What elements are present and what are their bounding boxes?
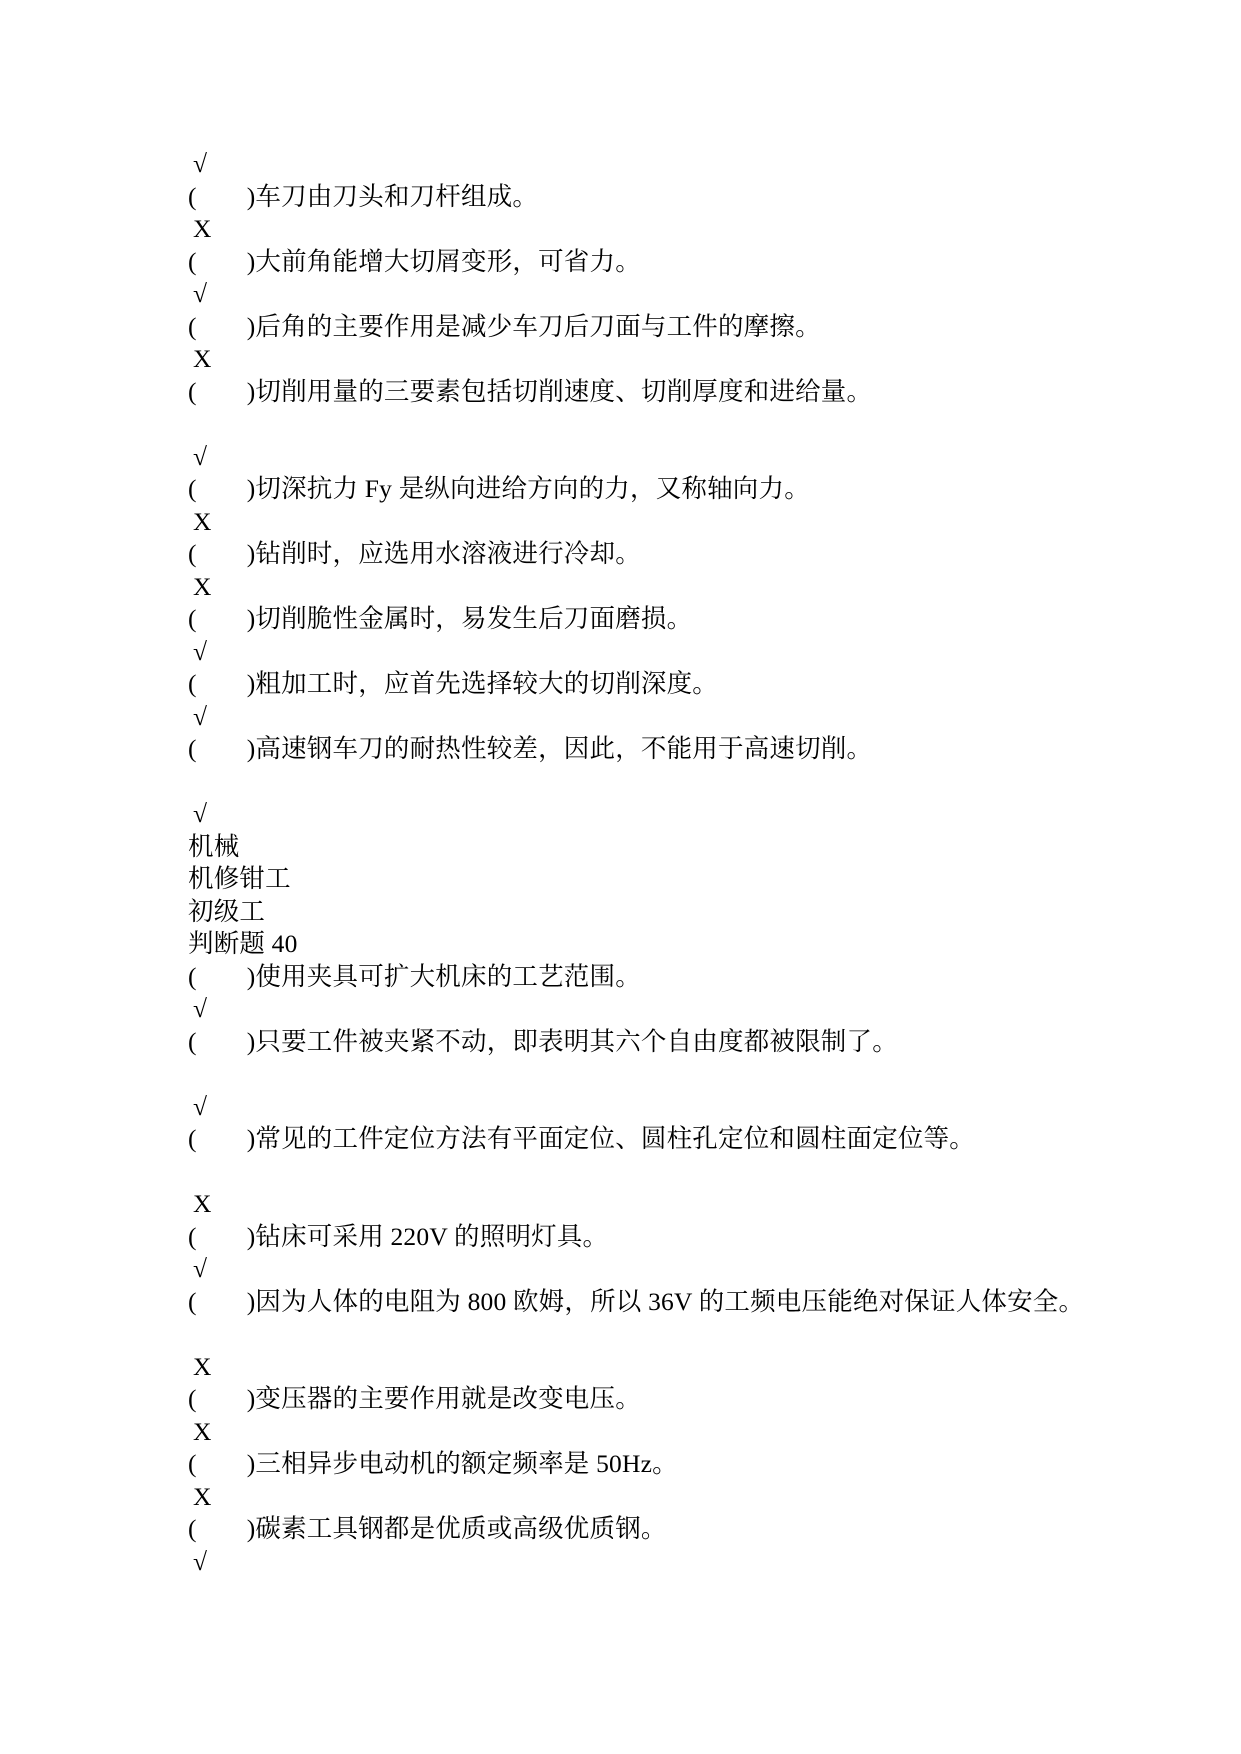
paren-close: )	[246, 376, 256, 406]
answer-mark-line: √	[193, 1091, 208, 1121]
blank-line	[188, 1156, 1198, 1189]
paren-close: )	[246, 604, 256, 633]
paren-close: )	[246, 1514, 256, 1543]
paren-open: (	[188, 604, 197, 633]
answer-mark-line: √	[193, 799, 208, 828]
answer-mark-line: √	[193, 149, 208, 178]
paren-open: (	[188, 246, 197, 276]
answer-mark-line: √	[193, 1254, 208, 1283]
question-text: 切深抗力 Fy 是纵向进给方向的力，又称轴向力。	[255, 474, 810, 503]
question-text: 后角的主要作用是减少车刀后刀面与工件的摩擦。	[255, 311, 821, 341]
blank-line	[188, 766, 1198, 799]
question-line	[188, 1383, 1198, 1416]
question-text: 高速钢车刀的耐热性较差，因此，不能用于高速切削。	[255, 734, 873, 763]
paren-open: (	[188, 539, 197, 568]
question-text: 使用夹具可扩大机床的工艺范围。	[255, 961, 641, 991]
question-line	[188, 473, 1198, 506]
answer-mark-line: X	[193, 1189, 212, 1218]
question-line	[188, 668, 1198, 701]
paren-open: (	[188, 1514, 197, 1543]
question-text: 常见的工件定位方法有平面定位、圆柱孔定位和圆柱面定位等。	[255, 1124, 976, 1153]
question-text: 钻床可采用 220V 的照明灯具。	[255, 1221, 609, 1251]
answer-mark-line: √	[193, 994, 208, 1023]
question-text: 车刀由刀头和刀杆组成。	[255, 181, 539, 211]
question-line	[188, 538, 1198, 571]
question-line	[188, 733, 1198, 766]
paren-close: )	[246, 311, 256, 341]
question-text: 三相异步电动机的额定频率是 50Hz。	[255, 1449, 678, 1478]
paren-close: )	[246, 1384, 256, 1413]
paren-open: (	[188, 311, 197, 341]
question-line	[188, 603, 1198, 636]
paren-close: )	[246, 1124, 256, 1153]
answer-mark-line: √	[193, 279, 208, 308]
paren-open: (	[188, 1026, 197, 1056]
question-line	[188, 1026, 1198, 1059]
paren-close: )	[246, 539, 256, 568]
document-content	[188, 148, 1198, 1578]
paren-open: (	[188, 1124, 197, 1153]
blank-line	[188, 1058, 1198, 1091]
question-line	[188, 311, 1198, 344]
paren-open: (	[188, 961, 197, 991]
paren-close: )	[246, 474, 256, 503]
answer-mark-line: X	[193, 1351, 212, 1381]
question-line	[188, 376, 1198, 409]
question-line	[188, 961, 1198, 994]
question-text: 钻削时，应选用水溶液进行冷却。	[255, 539, 641, 568]
paren-close: )	[246, 181, 256, 211]
answer-mark-line: X	[193, 571, 212, 601]
paren-open: (	[188, 734, 197, 763]
question-line	[188, 246, 1198, 279]
paren-close: )	[246, 246, 256, 276]
answer-mark-line: X	[193, 1416, 212, 1446]
answer-mark-line: X	[193, 506, 212, 536]
paren-open: (	[188, 1449, 197, 1478]
paren-open: (	[188, 1286, 197, 1316]
question-text: 粗加工时，应首先选择较大的切削深度。	[255, 669, 719, 698]
question-line	[188, 1513, 1198, 1546]
answer-mark-line: X	[193, 1481, 212, 1511]
paren-open: (	[188, 474, 197, 503]
paren-close: )	[246, 961, 256, 991]
question-line	[188, 181, 1198, 214]
paren-open: (	[188, 181, 197, 211]
answer-mark-line: √	[193, 1546, 208, 1576]
blank-line	[188, 1318, 1198, 1351]
paren-close: )	[246, 734, 256, 763]
question-text: 碳素工具钢都是优质或高级优质钢。	[255, 1514, 667, 1543]
heading-line: 机修钳工	[188, 864, 291, 893]
question-line	[188, 1448, 1198, 1481]
blank-line	[188, 408, 1198, 441]
question-text: 只要工件被夹紧不动，即表明其六个自由度都被限制了。	[255, 1026, 898, 1056]
question-text: 因为人体的电阻为 800 欧姆，所以 36V 的工频电压能绝对保证人体安全。	[255, 1286, 1085, 1316]
heading-line: 初级工	[188, 896, 266, 926]
answer-mark-line: X	[193, 344, 212, 373]
paren-open: (	[188, 1221, 197, 1251]
question-text: 切削用量的三要素包括切削速度、切削厚度和进给量。	[255, 376, 873, 406]
question-text: 变压器的主要作用就是改变电压。	[255, 1384, 641, 1413]
question-text: 切削脆性金属时，易发生后刀面磨损。	[255, 604, 693, 633]
question-line	[188, 1286, 1198, 1319]
paren-open: (	[188, 1384, 197, 1413]
question-text: 大前角能增大切屑变形，可省力。	[255, 246, 641, 276]
answer-mark-line: X	[193, 214, 212, 243]
paren-close: )	[246, 1286, 256, 1316]
answer-mark-line: √	[193, 441, 208, 471]
heading-line: 机械	[188, 831, 240, 861]
question-line	[188, 1123, 1198, 1156]
paren-close: )	[246, 1026, 256, 1056]
paren-close: )	[246, 669, 256, 698]
question-line	[188, 1221, 1198, 1254]
paren-close: )	[246, 1221, 256, 1251]
paren-open: (	[188, 669, 197, 698]
paren-close: )	[246, 1449, 256, 1478]
answer-mark-line: √	[193, 701, 208, 731]
answer-mark-line: √	[193, 636, 208, 666]
heading-line: 判断题 40	[188, 929, 298, 958]
paren-open: (	[188, 376, 197, 406]
